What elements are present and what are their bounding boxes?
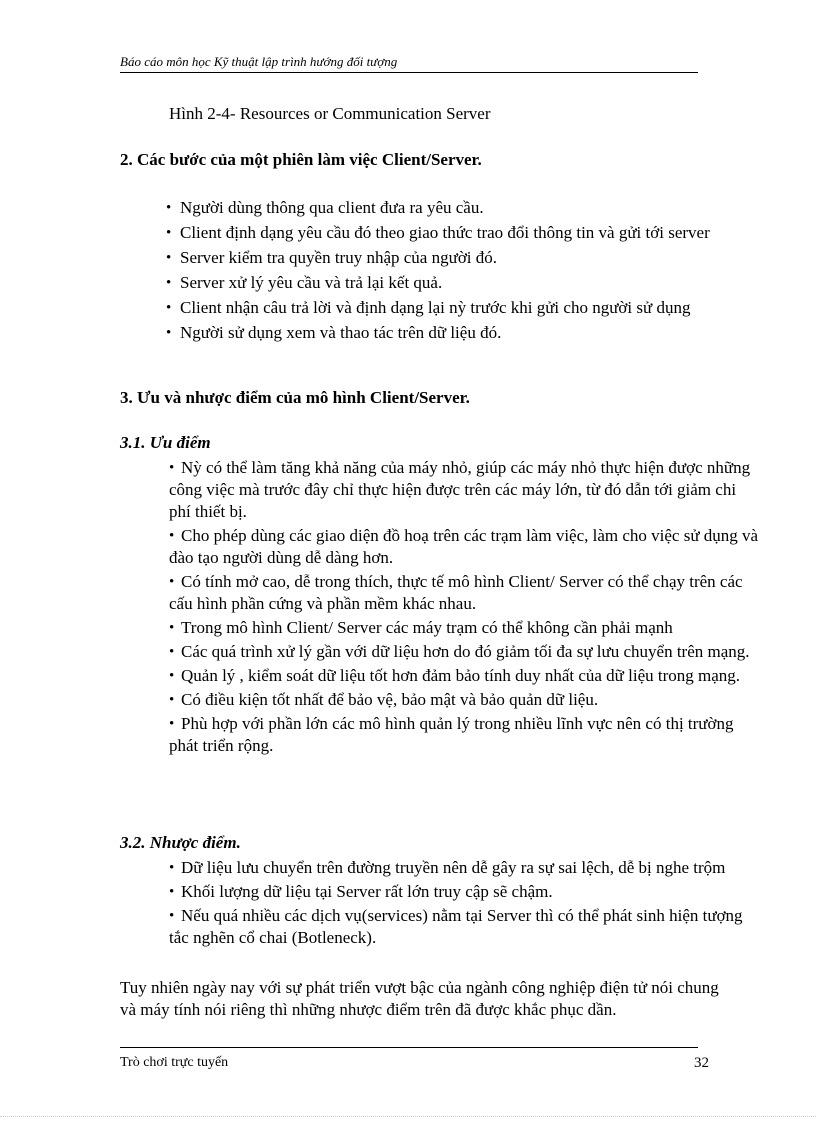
disadvantages-heading: 3.2. Nhược điểm. [120, 833, 241, 852]
advantages-list [169, 457, 761, 759]
list-item: • Quản lý , kiểm soát dữ liệu tốt hơn đảm bảo tính duy nhất của dữ liệu trong mạng. [169, 665, 761, 687]
list-item: • Có tính mở cao, dễ trong thích, thực tế mô hình Client/ Server có thể chạy trên các cấu hình phần cứng và phần mềm khác nhau. [169, 571, 761, 615]
list-item: • Các quá trình xử lý gần với dữ liệu hơn do đó giảm tối đa sự lưu chuyển trên mạng. [169, 641, 761, 663]
list-item: • Client định dạng yêu cầu đó theo giao thức trao đổi thông tin và gửi tới server [166, 222, 756, 244]
list-item: • Trong mô hình Client/ Server các máy trạm có thể không cần phải mạnh [169, 617, 761, 639]
page-number: 32 [694, 1055, 709, 1071]
list-item: • Người sử dụng xem và thao tác trên dữ liệu đó. [166, 322, 756, 344]
list-item: • Server xử lý yêu cầu và trả lại kết quả. [166, 272, 756, 294]
conclusion-paragraph: Tuy nhiên ngày nay với sự phát triển vượt bậc của ngành công nghiệp điện tử nói chung và máy tính nói riêng thì những nhược điểm trên đã được khắc phục dần. [120, 978, 719, 1019]
disadvantages-list [169, 857, 761, 951]
list-item: • Server kiểm tra quyền truy nhập của người đó. [166, 247, 756, 269]
list-item: • Dữ liệu lưu chuyển trên đường truyền nên dễ gây ra sự sai lệch, dễ bị nghe trộm [169, 857, 761, 879]
list-item: • Có điều kiện tốt nhất để bảo vệ, bảo mật và bảo quản dữ liệu. [169, 689, 761, 711]
list-item: • Khối lượng dữ liệu tại Server rất lớn truy cập sẽ chậm. [169, 881, 761, 903]
list-item: • Người dùng thông qua client đưa ra yêu cầu. [166, 197, 756, 219]
list-item: • Phù hợp với phần lớn các mô hình quản lý trong nhiều lĩnh vực nên có thị trường phát triển rộng. [169, 713, 761, 757]
advantages-heading: 3.1. Ưu điểm [120, 433, 211, 452]
section-2-heading: 2. Các bước của một phiên làm việc Client/Server. [120, 150, 482, 169]
page-header: Báo cáo môn học Kỹ thuật lập trình hướng đối tượng [120, 54, 698, 73]
list-item: • Nỳ có thể làm tăng khả năng của máy nhỏ, giúp các máy nhỏ thực hiện được những công việc mà trước đây chỉ thực hiện được trên các máy lớn, từ đó dẫn tới giảm chi phí thiết bị. [169, 457, 761, 523]
footer-divider [120, 1047, 698, 1048]
footer-title: Trò chơi trực tuyến [120, 1055, 229, 1070]
figure-caption: Hình 2-4- Resources or Communication Server [169, 104, 491, 123]
session-steps-list [166, 197, 756, 347]
section-3-heading: 3. Ưu và nhược điểm của mô hình Client/Server. [120, 388, 470, 407]
page-edge [0, 1116, 816, 1117]
list-item: • Cho phép dùng các giao diện đồ hoạ trên các trạm làm việc, làm cho việc sử dụng và đào tạo người dùng dễ dàng hơn. [169, 525, 761, 569]
list-item: • Client nhận câu trả lời và định dạng lại nỳ trước khi gửi cho người sử dụng [166, 297, 756, 319]
list-item: • Nếu quá nhiều các dịch vụ(services) nằm tại Server thì có thể phát sinh hiện tượng tắc nghẽn cổ chai (Botleneck). [169, 905, 761, 949]
